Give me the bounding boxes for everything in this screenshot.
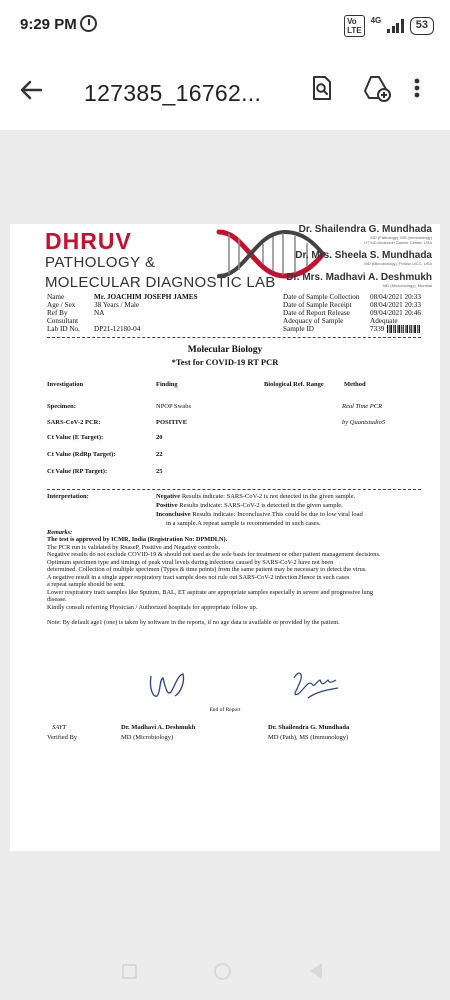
section-title: Molecular Biology [187, 345, 263, 355]
volte-icon: Vo LTE [344, 15, 365, 37]
release-label: Date of Report Release [283, 309, 350, 317]
col-method: Method [344, 381, 366, 388]
remark-line: A negative result in a single apper respiratory tract sample does not rule out SARS-CoV-2 infection.Hence in such cases [47, 573, 350, 581]
remark-line: Kindly consult referring Physician / Authorized hospitals for appropriate follow up. [47, 604, 258, 611]
release-value: 09/04/2021 20:46 [370, 309, 421, 317]
row-specimen-method: Real Time PCR [342, 403, 383, 410]
interp-negative: Negative Results indicate: SARS-CoV-2 is not detected in the given sample. [156, 493, 356, 500]
arrow-left-icon [14, 72, 50, 108]
patient-name: Mr. JOACHIM JOSEPH JAMES [94, 293, 198, 301]
remark-line: The PCR run is validated by RnaseP, Positive and Negative controls. [47, 543, 221, 551]
name-label: Name [47, 293, 65, 301]
test-title: *Test for COVID-19 RT PCR [171, 357, 279, 367]
recent-apps-button[interactable] [122, 964, 137, 979]
signatory-1-name: Dr. Madhavi A. Deshmukh [121, 724, 196, 731]
ref-value: NA [94, 309, 105, 317]
verified-by: Verified By [47, 734, 78, 741]
patient-age: 38 Years / Male [94, 301, 140, 309]
row-ct-rdrp-value: 22 [156, 451, 163, 458]
doctor-1: Dr. Shailendra G. Mundhada MD (Pathology), MS (Immunology) UT MD Anderson Cancer Center, USA [298, 224, 432, 245]
signature-2 [288, 666, 348, 702]
remark-line: a repeat sample should be sent. [47, 581, 126, 588]
row-pcr-value: POSITIVE [156, 419, 188, 426]
signatory-2-qual: MD (Path), MS (Immunology) [268, 734, 349, 741]
col-ref-range: Biological Ref. Range [264, 381, 324, 388]
col-investigation: Investigation [47, 381, 84, 388]
sample-id-label: Sample ID [283, 325, 314, 333]
age-label: Age / Sex [47, 301, 76, 309]
remarks-label: Remarks: [47, 529, 73, 536]
row-ct-rdrp-label: Ct Value (RdRp Target): [47, 451, 116, 458]
back-button[interactable] [14, 72, 50, 108]
collection-value: 08/04/2021 20:33 [370, 293, 421, 301]
remark-line: disease. [47, 596, 67, 603]
row-specimen-value: NPOP Swabs [156, 403, 191, 410]
search-document-icon [305, 72, 337, 104]
remark-line: Negative results do not exclude COVID-19 & should not used as the sole basis for treatment or other patient management decisions. [47, 551, 381, 558]
receipt-value: 08/04/2021 20:33 [370, 301, 421, 309]
lab-logo-line3: MOLECULAR DIAGNOSTIC LAB [45, 274, 276, 291]
collection-label: Date of Sample Collection [283, 293, 360, 301]
app-toolbar [0, 52, 450, 130]
home-button[interactable] [214, 963, 231, 980]
row-ct-rp-value: 25 [156, 468, 163, 475]
lab-id-label: Lab ID No. [47, 325, 80, 333]
battery-icon: 53 [410, 17, 434, 35]
network-type: 4G [370, 15, 382, 25]
row-ct-e-label: Ct Value (E Target): [47, 434, 104, 441]
row-pcr-label: SARS-CoV-2 PCR: [47, 419, 101, 426]
back-nav-button[interactable] [310, 963, 322, 979]
end-of-report: End of Report [209, 707, 241, 713]
row-specimen-label: Specimen: [47, 403, 76, 410]
interp-inconclusive-cont: in a sample.A repeat sample is recommended in such cases. [166, 520, 321, 527]
col-finding: Finding [156, 381, 178, 388]
more-options-button[interactable] [410, 72, 424, 104]
more-vert-icon [410, 72, 424, 104]
signature-1 [145, 666, 190, 704]
lab-logo-line2: PATHOLOGY & [45, 254, 156, 271]
divider [47, 337, 421, 338]
status-time: 9:29 PM [20, 16, 77, 33]
remark-line: Lower respiratory tract samples like Sputum, BAL, ET aspirate are appropriate samples especially in severe and progressive lung [47, 588, 373, 596]
signal-icon [387, 19, 404, 33]
interp-inconclusive: Inconclusive Results indicate: Inconclusive.This could be due to low viral load [156, 511, 363, 518]
age-note: Note: By default age1 (one) is taken by software in the reports, if no age data is available or provided by the patient. [47, 619, 340, 626]
row-pcr-method: by Quantstudio5 [342, 419, 386, 426]
adequacy-label: Adequacy of Sample [283, 317, 344, 325]
adequacy-value: Adequate [370, 317, 398, 325]
add-to-drive-icon [360, 72, 392, 104]
interpretation-label: Interpretation: [47, 493, 89, 500]
consultant-label: Consultant [47, 317, 79, 325]
receipt-label: Date of Sample Receipt [283, 301, 352, 309]
add-to-drive-button[interactable] [360, 72, 392, 104]
signatory-1-qual: MD (Microbiology) [121, 734, 174, 741]
row-ct-rp-label: Ct Value (RP Target): [47, 468, 108, 475]
alarm-icon [80, 15, 97, 32]
search-in-document-button[interactable] [305, 72, 337, 104]
signatory-2-name: Dr. Shailendra G. Mundhada [268, 724, 350, 731]
system-nav-bar [0, 948, 450, 1000]
row-ct-e-value: 20 [156, 434, 163, 441]
status-icons [344, 15, 434, 37]
verifier-initials: SAYT [52, 724, 67, 731]
doctor-2: Dr. Mrs. Sheela S. Mundhada MD (Microbiology), Fellow UICC, USA [295, 250, 432, 266]
lab-logo-name: DHRUV [45, 228, 132, 254]
doctor-3: Dr. Mrs. Madhavi A. Deshmukh MD (Microbiology), Mumbai [286, 272, 432, 288]
lab-id-value: DP21-12180-04 [94, 325, 141, 333]
interp-positive: Positive Results indicate: SARS-CoV-2 is detected in the given sample. [156, 502, 343, 509]
ref-label: Ref By [47, 309, 68, 317]
divider [47, 489, 421, 490]
status-bar [0, 0, 450, 52]
remark-line: Optimum specimen type and timings of peak viral levels during infections caused by SARS-CoV-2 have not been [47, 558, 334, 566]
remark-line: determined. Collection of multiple specimen (Types & time points) from the same patient may be necessary to detect the virus. [47, 566, 367, 573]
document-title: 127385_16762... [84, 80, 262, 106]
remarks-approved: The test is approved by ICMR, India (Registration No: DPMDLN). [47, 536, 228, 543]
sample-id-value: 7339 [370, 325, 385, 333]
barcode-icon [387, 325, 421, 333]
pdf-page[interactable] [10, 224, 440, 851]
